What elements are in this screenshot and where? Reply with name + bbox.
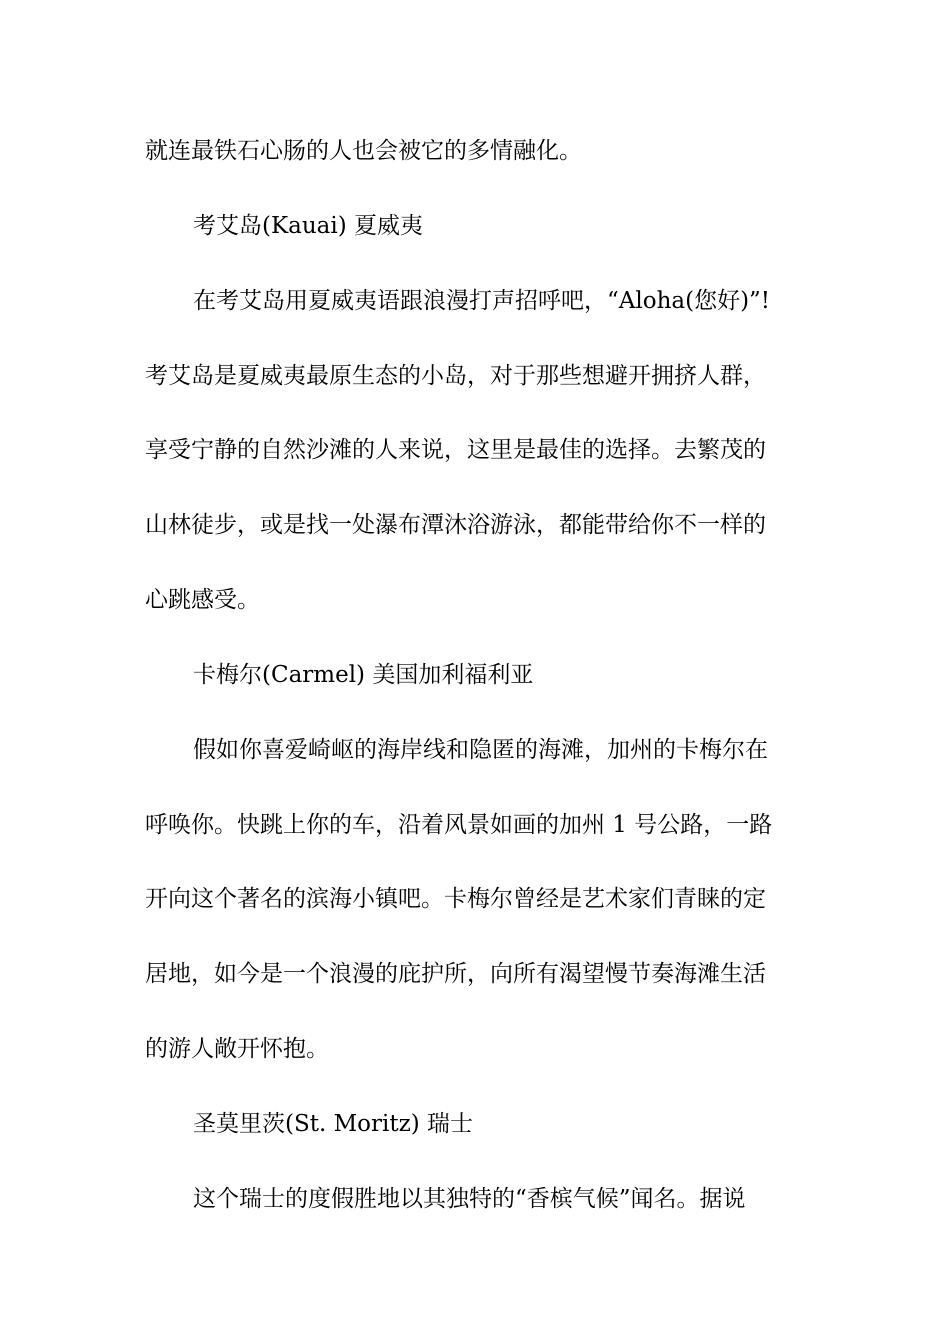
- section-heading-carmel: 卡梅尔(Carmel) 美国加利福利亚: [193, 662, 534, 688]
- text-line: 享受宁静的自然沙滩的人来说，这里是最佳的选择。去繁茂的: [145, 437, 766, 463]
- text-line: 考艾岛是夏威夷最原生态的小岛，对于那些想避开拥挤人群，: [145, 363, 766, 389]
- text-line: 开向这个著名的滨海小镇吧。卡梅尔曾经是艺术家们青睐的定: [145, 886, 766, 912]
- text-line: 山林徒步，或是找一处瀑布潭沐浴游泳，都能带给你不一样的: [145, 512, 766, 538]
- text-line: 心跳感受。: [145, 587, 260, 613]
- text-line: 就连最铁石心肠的人也会被它的多情融化。: [145, 138, 582, 164]
- section-heading-st-moritz: 圣莫里茨(St. Moritz) 瑞士: [193, 1111, 473, 1137]
- text-line: 在考艾岛用夏威夷语跟浪漫打声招呼吧，“Aloha(您好)”!: [193, 288, 771, 314]
- text-line: 呼唤你。快跳上你的车，沿着风景如画的加州 1 号公路，一路: [145, 812, 773, 838]
- text-line: 居地，如今是一个浪漫的庇护所，向所有渴望慢节奏海滩生活: [145, 961, 766, 987]
- text-line: 假如你喜爱崎岖的海岸线和隐匿的海滩，加州的卡梅尔在: [193, 737, 768, 763]
- section-heading-kauai: 考艾岛(Kauai) 夏威夷: [193, 213, 424, 239]
- text-line: 的游人敞开怀抱。: [145, 1036, 329, 1062]
- text-line: 这个瑞士的度假胜地以其独特的“香槟气候”闻名。据说: [193, 1186, 746, 1212]
